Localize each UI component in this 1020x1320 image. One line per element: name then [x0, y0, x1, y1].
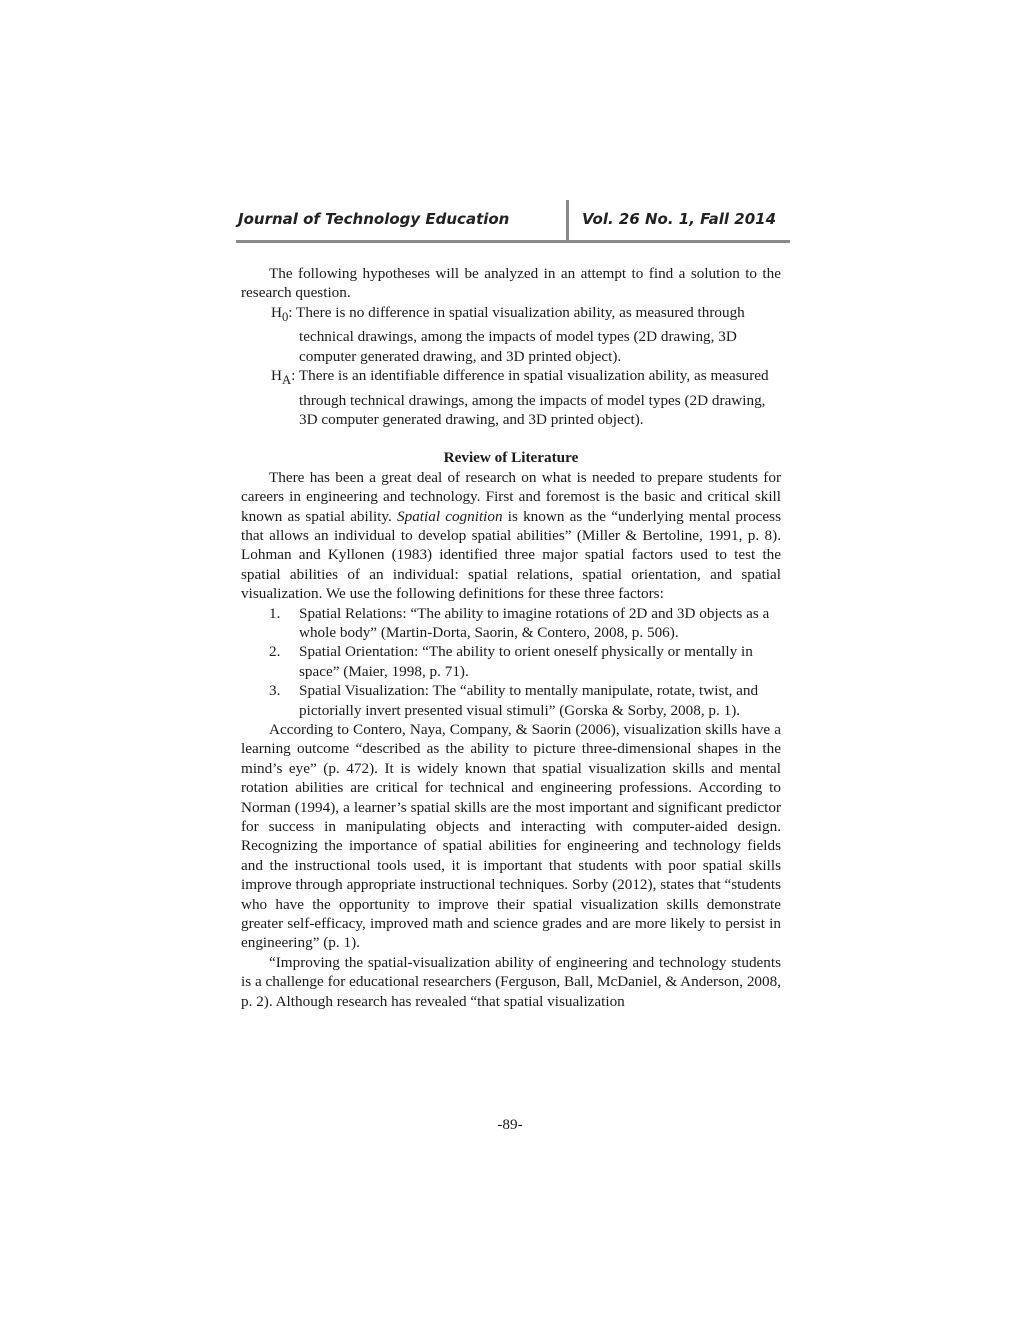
list-item-number: 2.	[269, 643, 281, 661]
section-heading: Review of Literature	[443, 449, 579, 467]
list-item-text: Spatial Orientation: “The ability to orient oneself physically or mentally in space” (Maier, 1998, p. 71).	[299, 643, 753, 680]
list-item	[241, 642, 781, 681]
header-rule	[236, 240, 790, 243]
intro-paragraph: The following hypotheses will be analyzed in an attempt to find a solution to the research question.	[241, 265, 781, 302]
p1-tail-text: is known as the “underlying mental process that allows an individual to develop spatial abilities” (Miller & Bertoline, 1991, p. 8). Lohman and Kyllonen (1983) identified three major spatial factors used to test the spatial abilities of an individual: spatial relations, spatial orientation, and spatial visualization. We use the following definitions for these three factors:	[241, 507, 781, 603]
definitions-list	[241, 604, 781, 720]
literature-paragraph-2: According to Contero, Naya, Company, & Saorin (2006), visualization skills have a learning outcome “described as the ability to picture three-dimensional shapes in the mind’s eye” (p. 472). It is widely known that spatial visualization skills and mental rotation abilities are critical for technical and engineering professions. According to Norman (1994), a learner’s spatial skills are the most important and significant predictor for success in manipulating objects and interacting with computer-aided design. Recognizing the importance of spatial abilities for engineering and technology fields and the instructional tools used, it is important that students with poor spatial skills improve through appropriate instructional techniques. Sorby (2012), states that “students who have the opportunity to improve their spatial visualization skills demonstrate greater self-efficacy, improved math and science grades and are more likely to persist in engineering” (p. 1).	[241, 721, 781, 952]
journal-title: Journal of Technology Education	[238, 210, 510, 228]
list-item	[241, 604, 781, 643]
list-item-number: 1.	[269, 604, 281, 622]
literature-paragraph-1	[241, 468, 781, 604]
literature-paragraph-3: “Improving the spatial-visualization ability of engineering and technology students is a challenge for educational researchers (Ferguson, Ball, McDaniel, & Anderson, 2008, p. 2). Although research has revealed “that spatial visualization	[241, 953, 781, 1010]
hypothesis-subscript: 0	[281, 309, 289, 324]
body-text	[241, 264, 781, 1011]
list-item	[241, 681, 781, 720]
list-item-number: 3.	[269, 682, 281, 700]
hypothesis-text: : There is an identifiable difference in spatial visualization ability, as measured through technical drawings, among the impacts of model types (2D drawing, 3D computer generated drawing, and 3D printed object).	[291, 367, 769, 428]
list-item-text: Spatial Visualization: The “ability to mentally manipulate, rotate, twist, and pictorially invert presented visual stimuli” (Gorska & Sorby, 2008, p. 1).	[299, 682, 759, 719]
hypothesis-label: H	[271, 303, 282, 321]
running-header	[236, 200, 790, 244]
header-vertical-divider	[566, 200, 569, 242]
p1-emphasis: Spatial cognition	[397, 507, 503, 525]
hypothesis-subscript: A	[281, 373, 292, 388]
hypothesis-alternative	[241, 366, 781, 429]
p1-lead-text: There has been a great deal of research on what is needed to prepare students for careers in engineering and technology. First and foremost is the basic and critical skill known as spatial ability.	[241, 468, 781, 525]
hypothesis-null	[241, 303, 781, 366]
volume-issue: Vol. 26 No. 1, Fall 2014	[582, 210, 777, 228]
hypothesis-text: : There is no difference in spatial visualization ability, as measured through technical drawings, among the impacts of model types (2D drawing, 3D computer generated drawing, and 3D printed object).	[288, 303, 745, 365]
page-number: -89-	[497, 1116, 523, 1133]
list-item-text: Spatial Relations: “The ability to imagine rotations of 2D and 3D objects as a whole body” (Martin-Dorta, Saorin, & Contero, 2008, p. 506).	[299, 604, 770, 641]
hypothesis-label: H	[271, 367, 282, 385]
